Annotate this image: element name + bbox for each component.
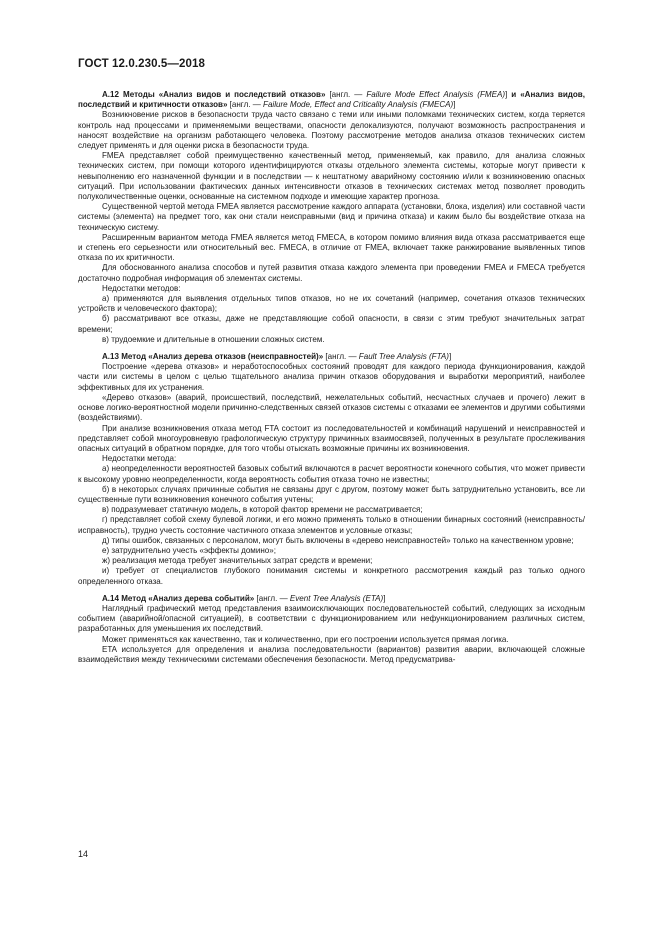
list-item: д) типы ошибок, связанных с персоналом, могут быть включены в «дерево неисправностей» только на качественном уровне;	[102, 535, 574, 545]
heading-italic-part: Event Tree Analysis (ETA)	[289, 593, 384, 603]
heading-text-part: [англ. —	[254, 593, 290, 603]
page-number: 14	[78, 849, 89, 859]
paragraph: Построение «дерева отказов» и неработоспособных состояний проводят для каждого периода функционирования, каждой части или системы в целом с целью тщательного анализа причин отказов оборудования и выработки мероприятий, наиболее эффективных для их устранения.	[78, 362, 585, 392]
list-item: а) применяются для выявления отдельных типов отказов, но не их сочетаний (например, сочетания отказов технических устройств и человеческого фактора);	[78, 294, 585, 314]
paragraph: Расширенным вариантом метода FMEA является метод FMECA, в котором помимо влияния вида отказа рассматривается еще и степень его серьезности или относительный вес. FMECA, в отличие от FMEA, включает также ранжирование выявленных типов отказа по их критичности.	[78, 232, 585, 263]
paragraph: Существенной чертой метода FMEA является рассмотрение каждого аппарата (установки, блока, изделия) или составной части системы (элемента) на предмет того, как они стали неисправными (вид и причина отказа) и каким было бы воздействие отказа на техническую систему.	[78, 202, 585, 232]
heading-bold-part: А.14 Метод «Анализ дерева событий»	[102, 593, 255, 603]
paragraph: Наглядный графический метод представления взаимоисключающих последовательностей событий, следующих за исходным событием (аварийной/опасной ситуацией), в соответствии с функционированием или нефункционированием различных систем, разработанных для уменьшения их последствий.	[78, 603, 585, 634]
list-intro: Недостатки методов:	[102, 283, 181, 293]
heading-italic-part: Failure Mode Effect Analysis (FMEA)	[366, 90, 506, 99]
standard-header: ГОСТ 12.0.230.5—2018	[78, 58, 205, 70]
section-a14-heading	[78, 594, 585, 604]
list-item: б) в некоторых случаях причинные события не связаны друг с другом, поэтому может быть затруднительно установить, все ли существенные пути возникновения конечного события учтены;	[78, 484, 585, 504]
heading-italic-part: Fault Tree Analysis (FTA)	[358, 352, 449, 362]
list-item: г) представляет собой схему булевой логики, и его можно применять только в отношении бинарных состояний (неисправность/исправность), трудно учесть состояние частичного отказа элементов и условные отказы;	[78, 515, 585, 535]
paragraph: FMEA представляет собой преимущественно качественный метод, применяемый, как правило, для анализа сложных технических систем, при помощи которого идентифицируются отказы отдельного элемента системы, которые могут привести к невыполнению его назначенной функции и в последствии — к нештатному аварийному состоянию и/или к возникновению опасных ситуаций. При использовании фактических данных интенсивности отказов в технических системах метод позволяет проводить полуколичественные оценки, основанные на системном подходе и имеющие характер прогноза.	[78, 151, 585, 202]
paragraph: Для обоснованного анализа способов и путей развития отказа каждого элемента при проведении FMEA и FMECA требуется достаточно подробная информация об элементах системы.	[78, 263, 585, 283]
paragraph: При анализе возникновения отказа метод FTA состоит из последовательностей и комбинаций нарушений и неисправностей и представляет собой многоуровневую графологическую структуру причинных взаимосвязей, полученных в результате прослеживания опасных ситуаций в обратном порядке, для того чтобы отыскать возможные причины их возникновения.	[78, 423, 585, 453]
list-item: е) затруднительно учесть «эффекты домино»;	[102, 545, 276, 555]
list-intro: Недостатки метода:	[102, 454, 177, 464]
paragraph: ETA используется для определения и анализа последовательности (вариантов) развития аварии, включающей сложные взаимодействия между техническими системами обеспечения безопасности. Метод предусматрива-	[78, 644, 585, 664]
heading-bold-part: и «Анализ видов, последствий и критичности отказов»	[78, 90, 585, 110]
paragraph: «Дерево отказов» (аварий, происшествий, последствий, нежелательных событий, несчастных случаев и прочего) лежит в основе логико-вероятностной модели причинно-следственных связей отказов системы с отказами ее элементов и другими событиями (воздействиями).	[78, 392, 585, 423]
heading-italic-part: Failure Mode, Effect and Criticality Analysis (FMECA)	[263, 100, 454, 110]
list-item: а) неопределенности вероятностей базовых событий включаются в расчет вероятности конечного события, что может привести к высокому уровню неопределенности, когда вероятность события отказа точно не известны;	[78, 464, 585, 484]
list-item: в) трудоемкие и длительные в отношении сложных систем.	[102, 334, 325, 344]
heading-text-part: ]	[453, 100, 456, 110]
paragraph: Может применяться как качественно, так и количественно, при его построении используется прямая логика.	[102, 634, 509, 644]
list-item: б) рассматривают все отказы, даже не представляющие собой опасности, в связи с этим требуют значительных затрат времени;	[78, 314, 585, 334]
list-item: в) подразумевает статичную модель, в которой фактор времени не рассматривается;	[102, 505, 423, 515]
heading-text-part: ]	[505, 90, 512, 99]
heading-bold-part: А.12 Методы «Анализ видов и последствий отказов»	[102, 90, 326, 99]
heading-text-part: ]	[383, 593, 386, 603]
list-item: и) требует от специалистов глубокого понимания системы и конкретного рассмотрения каждый раз только одного определенного отказа.	[78, 566, 585, 586]
heading-text-part: [англ. —	[323, 352, 359, 362]
section-a13-heading	[78, 352, 585, 362]
list-item: ж) реализация метода требует значительных затрат средств и времени;	[102, 556, 373, 566]
page-content	[78, 90, 585, 665]
heading-text-part: [англ. —	[227, 100, 264, 110]
section-a12-heading	[78, 90, 585, 110]
heading-bold-part: А.13 Метод «Анализ дерева отказов (неисправностей)»	[102, 352, 324, 362]
paragraph: Возникновение рисков в безопасности труда часто связано с теми или иными поломками технических систем, когда теряется контроль над процессами и применяемыми веществами, опасности делокализуются, получают возможность распространения и наносят воздействие на организм работающего человека. Поэтому рассмотрение методов анализа отказов технических систем следует применять и для оценки риска в безопасности труда.	[78, 110, 585, 151]
heading-text-part: [англ. —	[325, 90, 367, 99]
heading-text-part: ]	[448, 352, 452, 362]
